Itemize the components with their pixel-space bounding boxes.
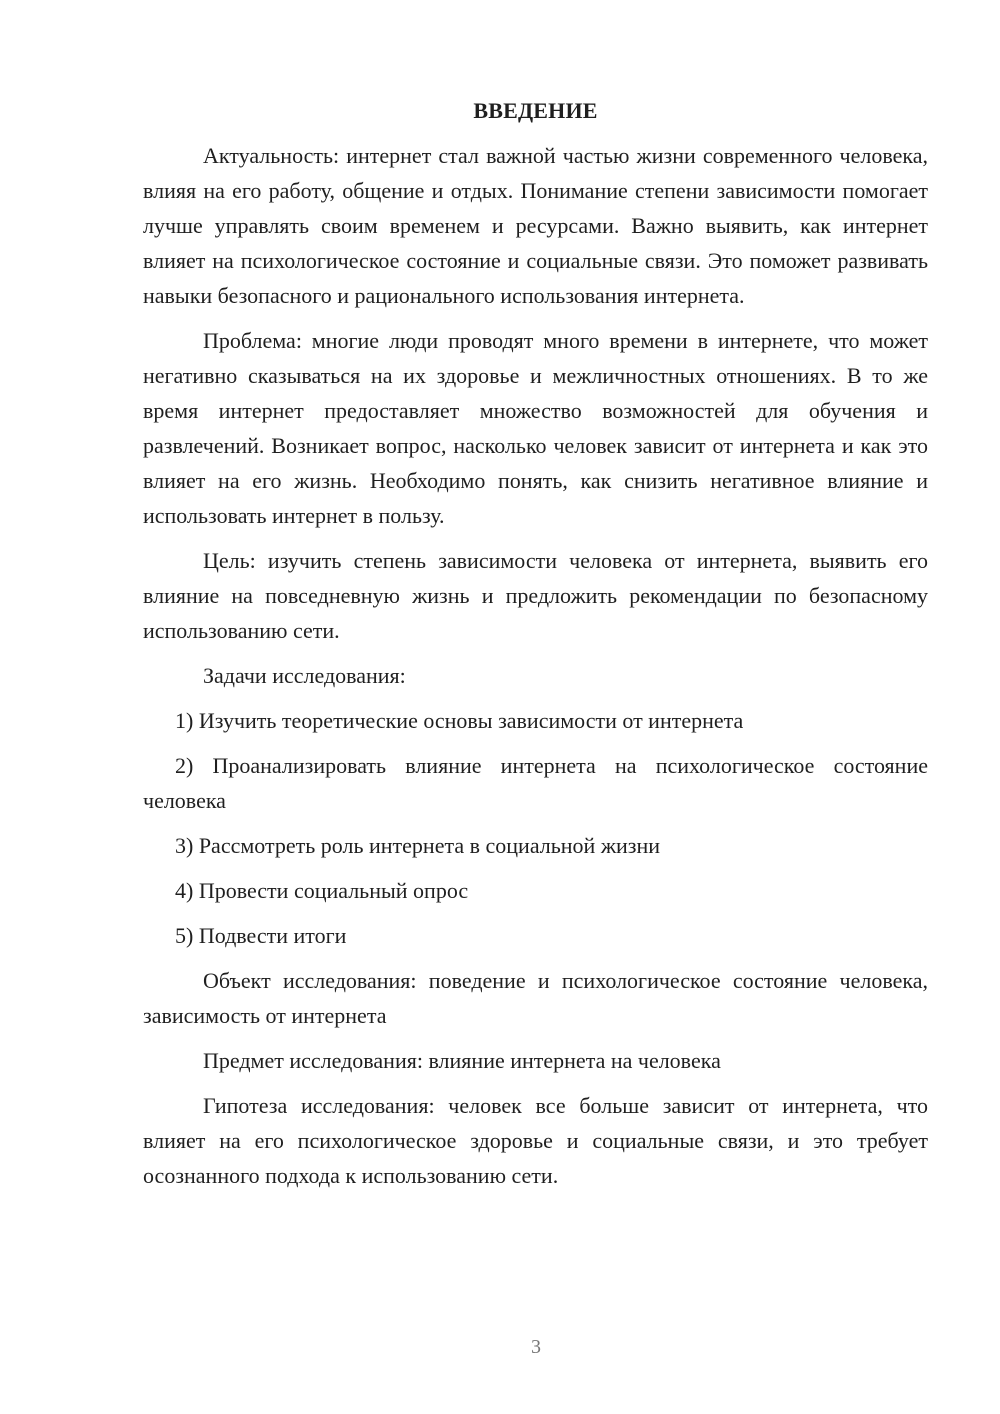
relevance-paragraph: Актуальность: интернет стал важной частью жизни современного человека, влияя на его работу, общение и отдых. Понимание степени зависимости помогает лучше управлять своим временем и ресурсами. Важно выявить, как интернет влияет на психологическое состояние и социальные связи. Это поможет развивать навыки безопасного и рационального использования интернета. xyxy=(143,143,928,308)
task-item: 2) Проанализировать влияние интернета на психологическое состояние человека xyxy=(143,753,928,813)
goal-paragraph: Цель: изучить степень зависимости человека от интернета, выявить его влияние на повседневную жизнь и предложить рекомендации по безопасному использованию сети. xyxy=(143,548,928,643)
task-item: 4) Провести социальный опрос xyxy=(175,878,469,903)
task-item: 3) Рассмотреть роль интернета в социальной жизни xyxy=(175,833,661,858)
page-content xyxy=(143,96,928,1203)
object-paragraph: Объект исследования: поведение и психологическое состояние человека, зависимость от интернета xyxy=(143,968,928,1028)
task-item: 1) Изучить теоретические основы зависимости от интернета xyxy=(175,708,744,733)
task-item: 5) Подвести итоги xyxy=(175,923,347,948)
tasks-title: Задачи исследования: xyxy=(203,663,406,688)
page-number: 3 xyxy=(531,1336,541,1358)
section-heading: ВВЕДЕНИЕ xyxy=(473,98,598,123)
problem-paragraph: Проблема: многие люди проводят много времени в интернете, что может негативно сказываться на их здоровье и межличностных отношениях. В то же время интернет предоставляет множество возможностей для обучения и развлечений. Возникает вопрос, насколько человек зависит от интернета и как это влияет на его жизнь. Необходимо понять, как снизить негативное влияние и использовать интернет в пользу. xyxy=(143,328,928,528)
subject-paragraph: Предмет исследования: влияние интернета на человека xyxy=(203,1048,721,1073)
hypothesis-paragraph: Гипотеза исследования: человек все больше зависит от интернета, что влияет на его психологическое здоровье и социальные связи, и это требует осознанного подхода к использованию сети. xyxy=(143,1093,928,1188)
